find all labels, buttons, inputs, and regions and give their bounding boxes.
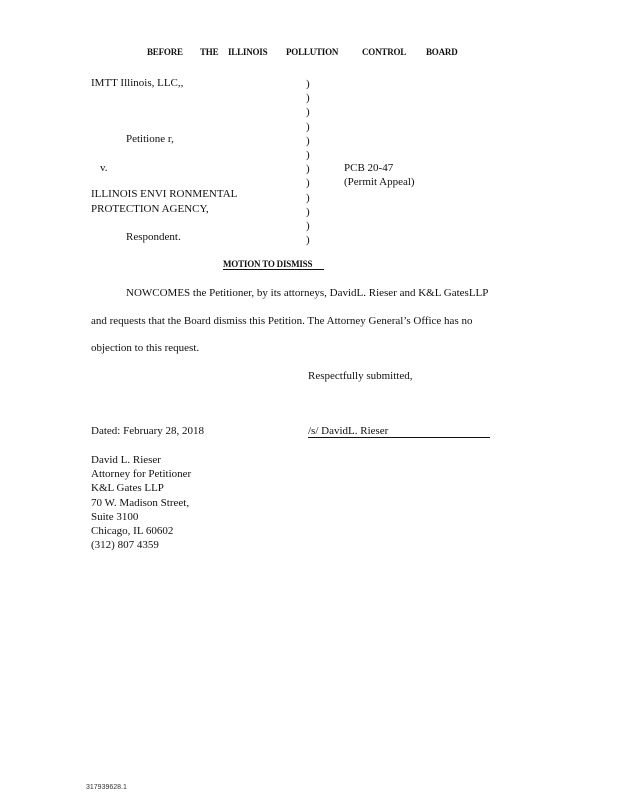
header-word-pollution: POLLUTION [286,47,339,57]
respondent-label: Respondent. [126,231,181,243]
attorney-block [91,453,191,552]
caption-parentheses [306,77,310,247]
dated-line: Dated: February 28, 2018 [91,425,205,437]
closing-text: Respectfully submitted, [308,370,413,382]
paren: ) [306,92,310,105]
attorney-city: Chicago, IL 60602 [91,525,174,538]
header-word-control: CONTROL [362,47,407,57]
attorney-name: David L. Rieser [91,454,161,466]
attorney-suite: Suite 3100 [91,510,139,523]
header-word-board: BOARD [426,47,458,57]
header-word-illinois: ILLINOIS [228,47,268,57]
motion-body-line3: objection to this request. [91,342,200,354]
paren: ) [306,134,310,147]
paren: ) [306,149,310,162]
paren: ) [306,205,310,218]
paren: ) [306,177,310,190]
paren: ) [306,106,310,119]
respondent-name-line1: ILLINOIS ENVI RONMENTAL [91,188,238,200]
attorney-street: 70 W. Madison Street, [91,496,190,509]
respondent-name-line2: PROTECTION AGENCY, [91,203,209,215]
attorney-phone: (312) 807 4359 [91,539,159,552]
header-word-the: THE [200,47,219,57]
motion-body-line1: NOWCOMES the Petitioner, by its attorneys, DavidL. Rieser and K&L GatesLLP [126,287,489,299]
signature-line: /s/ DavidL. Rieser [308,425,490,438]
paren: ) [306,163,310,176]
case-type: (Permit Appeal) [344,176,415,188]
motion-body-line2: and requests that the Board dismiss this Petition. The Attorney General’s Office has no [91,315,473,327]
header-word-before: BEFORE [147,47,183,57]
petitioner-label: Petitione r, [126,133,174,145]
motion-title: MOTION TO DISMISS [223,259,324,270]
paren: ) [306,220,310,233]
versus-label: v. [100,162,108,174]
paren: ) [306,191,310,204]
paren: ) [306,234,310,247]
case-number: PCB 20-47 [344,162,394,174]
paren: ) [306,78,310,90]
attorney-firm: K&L Gates LLP [91,482,164,495]
petitioner-name: IMTT Illinois, LLC,, [91,77,184,89]
document-id: 317939628.1 [86,784,127,791]
paren: ) [306,120,310,133]
attorney-role: Attorney for Petitioner [91,468,192,481]
